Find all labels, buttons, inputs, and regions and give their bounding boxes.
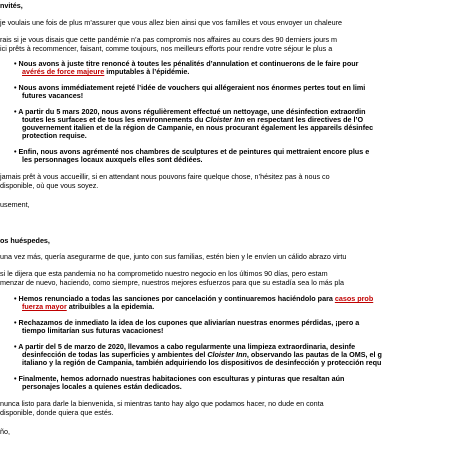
fr-hotel-name: Cloister Inn (205, 115, 245, 124)
fr-bullet4-line1: • Enfin, nous avons agrémenté nos chambres de sculptures et de peintures qui mettraient encore plus e (14, 147, 370, 156)
es-fuerza-mayor-link[interactable]: fuerza mayor (22, 302, 67, 311)
es-hotel-name: Cloister Inn (207, 350, 247, 359)
fr-intro: je voulais une fois de plus m’assurer que vous allez bien ainsi que vos familles et vous envoyer un chaleure (0, 18, 342, 27)
es-closing-line1: nunca listo para darle la bienvenida, si mientras tanto hay algo que podamos hacer, no dude en conta (0, 399, 324, 408)
es-bullet3-line3: italiano y la región de Campania, también adquiriendo los dispositivos de desinfección y protección requ (22, 358, 382, 367)
fr-closing-line1: jamais prêt à vous accueillir, si en attendant nous pouvons faire quelque chose, n’hésitez pas à nous co (0, 172, 330, 181)
es-para1-line2: menzar de nuevo, haciendo, como siempre, nuestros mejores esfuerzos para que su estadía sea lo más pla (0, 278, 344, 287)
fr-bullet4-line2: les personnages locaux auxquels elles sont dédiées. (22, 155, 203, 164)
es-bullet3-text-a: desinfección de todas las superficies y ambientes del (22, 350, 208, 359)
fr-para1-line1: rais si je vous disais que cette pandémie n’a pas compromis nos affaires au cours des 90 derniers jours m (0, 35, 338, 44)
es-bullet3-text-b: , observando las pautas de la OMS, el g (246, 350, 382, 359)
es-bullet1-prefix: • Hemos renunciado a todas las sanciones por cancelación y continuaremos haciéndolo para (14, 294, 335, 303)
fr-closing-line2: disponible, où que vous soyez. (0, 181, 99, 190)
es-bullet4-line1: • Finalmente, hemos adornado nuestras habitaciones con esculturas y pinturas que resaltan aún (14, 374, 345, 383)
es-bullet2-line2: tiempo limitarían sus futuras vacaciones! (22, 326, 164, 335)
es-signoff: ño, (0, 427, 10, 436)
es-bullet1-suffix: atribuibles a la epidemia. (66, 302, 155, 311)
es-intro: una vez más, quería asegurarme de que, junto con sus familias, estén bien y le envíen un cálido abrazo virtu (0, 252, 347, 261)
es-casos-link[interactable]: casos prob (334, 294, 374, 303)
fr-bullet3-line3: gouvernement italien et de la région de Campanie, en nous procurant également les appareils désinfec (22, 123, 374, 132)
es-para1-line1: si le dijera que esta pandemia no ha comprometido nuestro negocio en los últimos 90 días, pero estam (0, 269, 328, 278)
es-bullet4-line2: personajes locales a quienes están dedicados. (22, 382, 182, 391)
fr-para1-line2: ici prêts à recommencer, faisant, comme toujours, nos meilleurs efforts pour rendre votre séjour le plus a (0, 44, 333, 53)
fr-bullet2-line2: futures vacances! (22, 91, 84, 100)
fr-greeting: nvités, (0, 1, 23, 10)
es-greeting: os huéspedes, (0, 236, 50, 245)
fr-bullet2-line1: • Nous avons immédiatement rejeté l’idée de vouchers qui allégeraient nos énormes pertes tout en limi (14, 83, 366, 92)
fr-bullet3-text-b: en respectant les directives de l’O (244, 115, 364, 124)
fr-bullet3-text-a: toutes les surfaces et de tous les environnements du (22, 115, 206, 124)
es-bullet1-line2 (22, 303, 154, 311)
es-bullet3-line1: • A partir del 5 de marzo de 2020, llevamos a cabo regularmente una limpieza extraordinaria, desinfe (14, 342, 356, 351)
fr-bullet3-line4: protection requise. (22, 131, 87, 140)
es-closing-line2: disponible, donde quiera que estés. (0, 408, 114, 417)
fr-force-majeure-link[interactable]: avérés de force majeure (22, 67, 105, 76)
fr-bullet1-line2 (22, 68, 189, 76)
fr-bullet3-line1: • A partir du 5 mars 2020, nous avons régulièrement effectué un nettoyage, une désinfection extraordin (14, 107, 366, 116)
fr-signoff: usement, (0, 200, 30, 209)
fr-bullet1-suffix: imputables à l’épidémie. (104, 67, 190, 76)
fr-bullet1-prefix: • Nous avons à juste titre renoncé à toutes les pénalités d’annulation et continuerons de le faire pour (14, 59, 359, 68)
es-bullet2-line1: • Rechazamos de inmediato la idea de los cupones que aliviarían nuestras enormes pérdidas, ¡pero a (14, 318, 360, 327)
